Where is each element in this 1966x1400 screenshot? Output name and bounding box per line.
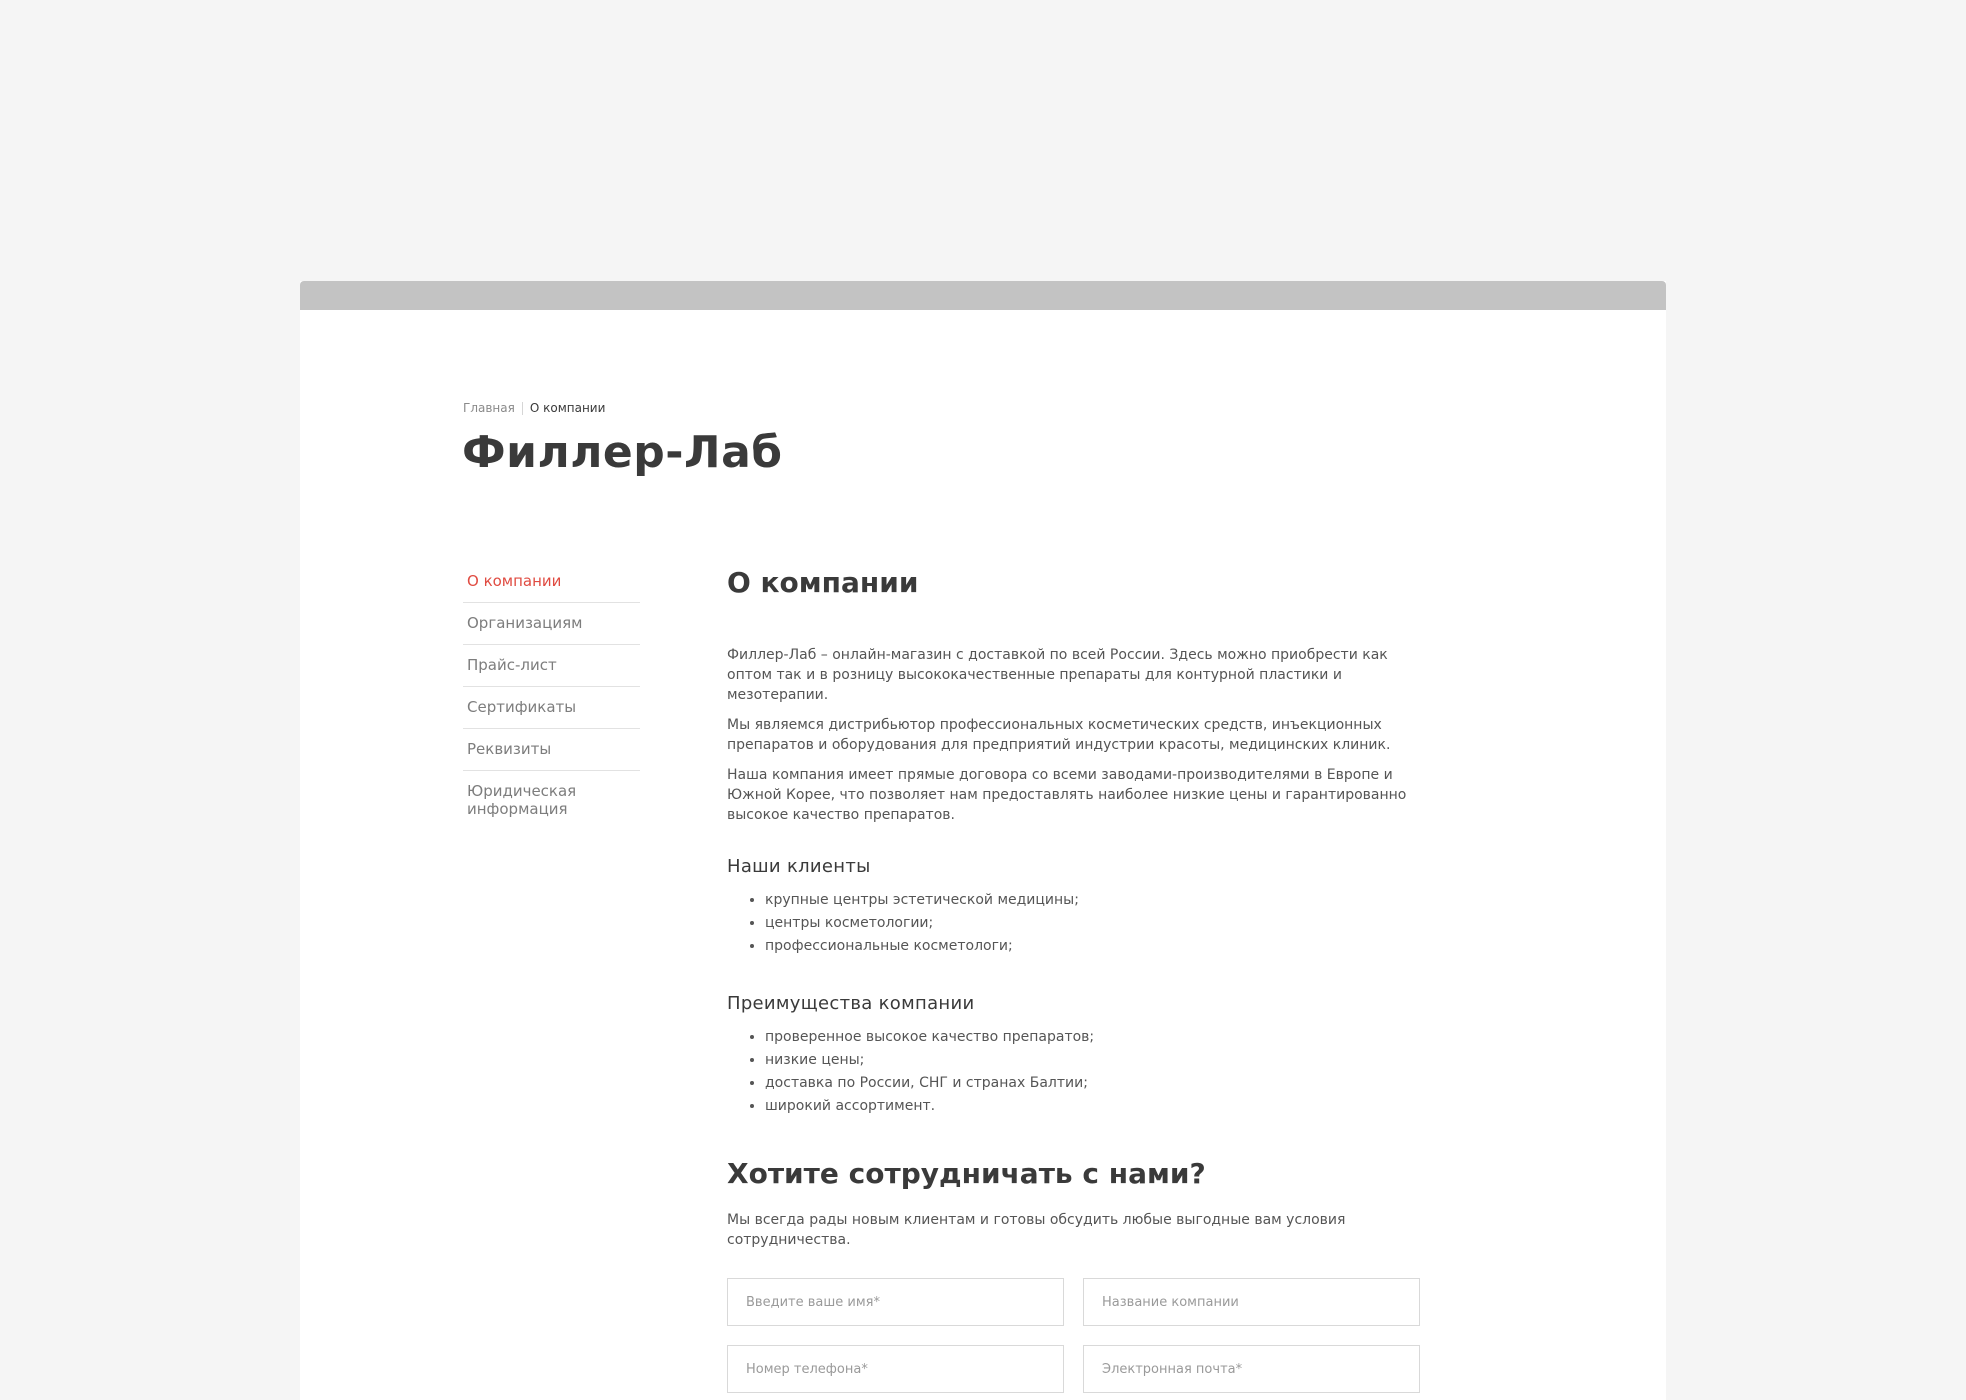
- intro-paragraph: Филлер-Лаб – онлайн-магазин с доставкой по всей России. Здесь можно приобрести как оптом так и в розницу высококачественные препараты для контурной пластики и мезотерапии.: [727, 647, 1388, 703]
- list-item: • широкий ассортимент.: [765, 1095, 1427, 1118]
- contact-form: [727, 1278, 1427, 1393]
- sidebar-nav: [463, 561, 640, 830]
- list-item: • центры косметологии;: [765, 912, 1427, 935]
- email-input[interactable]: [1083, 1345, 1420, 1393]
- content-area: [727, 565, 1427, 1393]
- sidebar-item-legal-info[interactable]: Юридическая информация: [467, 782, 577, 818]
- list-item: • низкие цены;: [765, 1049, 1427, 1072]
- sidebar-item-organizations[interactable]: Организациям: [463, 603, 640, 645]
- list-item: • крупные центры эстетической медицины;: [765, 889, 1427, 912]
- sidebar-item-requisites[interactable]: Реквизиты: [463, 729, 640, 771]
- clients-list: [727, 889, 1427, 958]
- advantages-list: [727, 1026, 1427, 1118]
- breadcrumb-separator: [522, 402, 523, 415]
- breadcrumb-current: О компании: [529, 401, 606, 415]
- breadcrumb-home-link[interactable]: Главная: [463, 401, 515, 415]
- card-top-bar: [300, 281, 1666, 310]
- cooperation-heading: Хотите сотрудничать с нами?: [727, 1157, 1206, 1190]
- distributor-paragraph: Мы являемся дистрибьютор профессиональных косметических средств, инъекционных препаратов и оборудования для предприятий индустрии красоты, медицинских клиник.: [727, 717, 1391, 753]
- list-item: • проверенное высокое качество препаратов;: [765, 1026, 1427, 1049]
- cooperation-text: Мы всегда рады новым клиентам и готовы обсудить любые выгодные вам условия сотрудничества.: [727, 1212, 1346, 1248]
- main-card: [300, 281, 1666, 1400]
- company-input[interactable]: [1083, 1278, 1420, 1326]
- name-input[interactable]: [727, 1278, 1064, 1326]
- clients-heading: Наши клиенты: [727, 856, 871, 877]
- sidebar-item-about[interactable]: О компании: [463, 561, 640, 603]
- breadcrumb: [463, 401, 605, 415]
- list-item: • доставка по России, СНГ и странах Балтии;: [765, 1072, 1427, 1095]
- sidebar-item-price-list[interactable]: Прайс-лист: [463, 645, 640, 687]
- contracts-paragraph: Наша компания имеет прямые договора со всеми заводами-производителями в Европе и Южной Корее, что позволяет нам предоставлять наиболее низкие цены и гарантированно высокое качество препаратов.: [727, 767, 1407, 823]
- phone-input[interactable]: [727, 1345, 1064, 1393]
- sidebar-item-certificates[interactable]: Сертификаты: [463, 687, 640, 729]
- section-title: О компании: [727, 566, 919, 599]
- list-item: • профессиональные косметологи;: [765, 935, 1427, 958]
- advantages-heading: Преимущества компании: [727, 993, 975, 1014]
- page-title: Филлер-Лаб: [462, 427, 783, 478]
